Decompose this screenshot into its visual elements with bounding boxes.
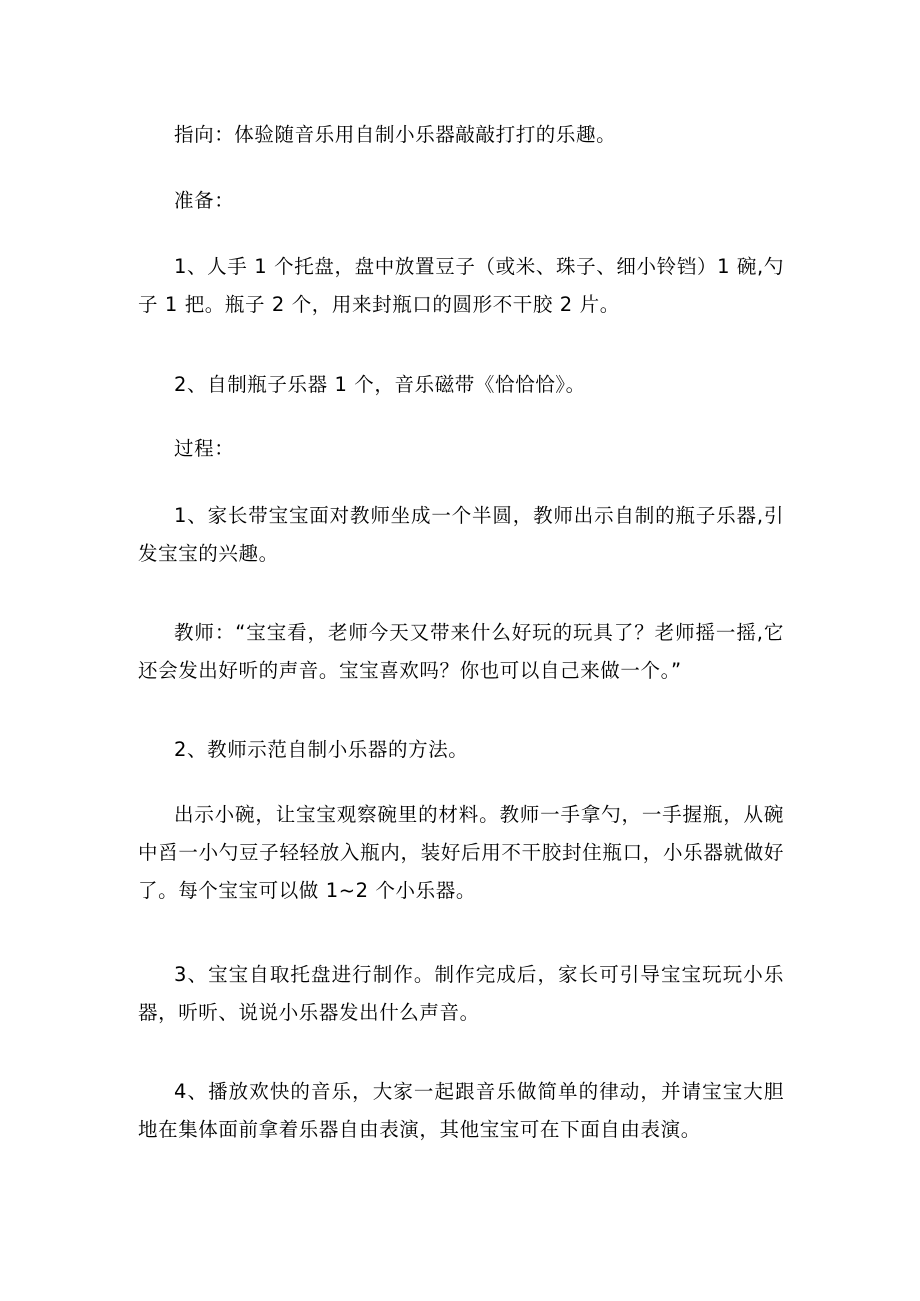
- paragraph-preparation-1: 1、人手 1 个托盘，盘中放置豆子（或米、珠子、细小铃铛）1 碗,勺子 1 把。瓶子 2 个，用来封瓶口的圆形不干胶 2 片。: [138, 255, 784, 316]
- paragraph-teacher-dialogue: 教师：“宝宝看，老师今天又带来什么好玩的玩具了？老师摇一摇,它还会发出好听的声音。宝宝喜欢吗？你也可以自己来做一个。”: [138, 621, 784, 682]
- paragraph-process-4: 4、播放欢快的音乐，大家一起跟音乐做简单的律动，并请宝宝大胆地在集体面前拿着乐器自由表演，其他宝宝可在下面自由表演。: [138, 1080, 784, 1141]
- paragraph-demonstration: 出示小碗，让宝宝观察碗里的材料。教师一手拿勺，一手握瓶，从碗中舀一小勺豆子轻轻放入瓶内，装好后用不干胶封住瓶口，小乐器就做好了。每个宝宝可以做 1~2 个小乐器。: [138, 803, 784, 902]
- paragraph-process-3: 3、宝宝自取托盘进行制作。制作完成后，家长可引导宝宝玩玩小乐器，听听、说说小乐器发出什么声音。: [138, 963, 784, 1024]
- paragraph-preparation-2: 2、自制瓶子乐器 1 个，音乐磁带《恰恰恰》。: [174, 373, 586, 396]
- paragraph-objective: 指向：体验随音乐用自制小乐器敲敲打打的乐趣。: [174, 123, 617, 146]
- heading-preparation: 准备：: [174, 189, 235, 212]
- heading-process: 过程：: [174, 437, 235, 460]
- paragraph-process-1: 1、家长带宝宝面对教师坐成一个半圆，教师出示自制的瓶子乐器,引发宝宝的兴趣。: [138, 504, 784, 565]
- paragraph-process-2: 2、教师示范自制小乐器的方法。: [174, 738, 469, 761]
